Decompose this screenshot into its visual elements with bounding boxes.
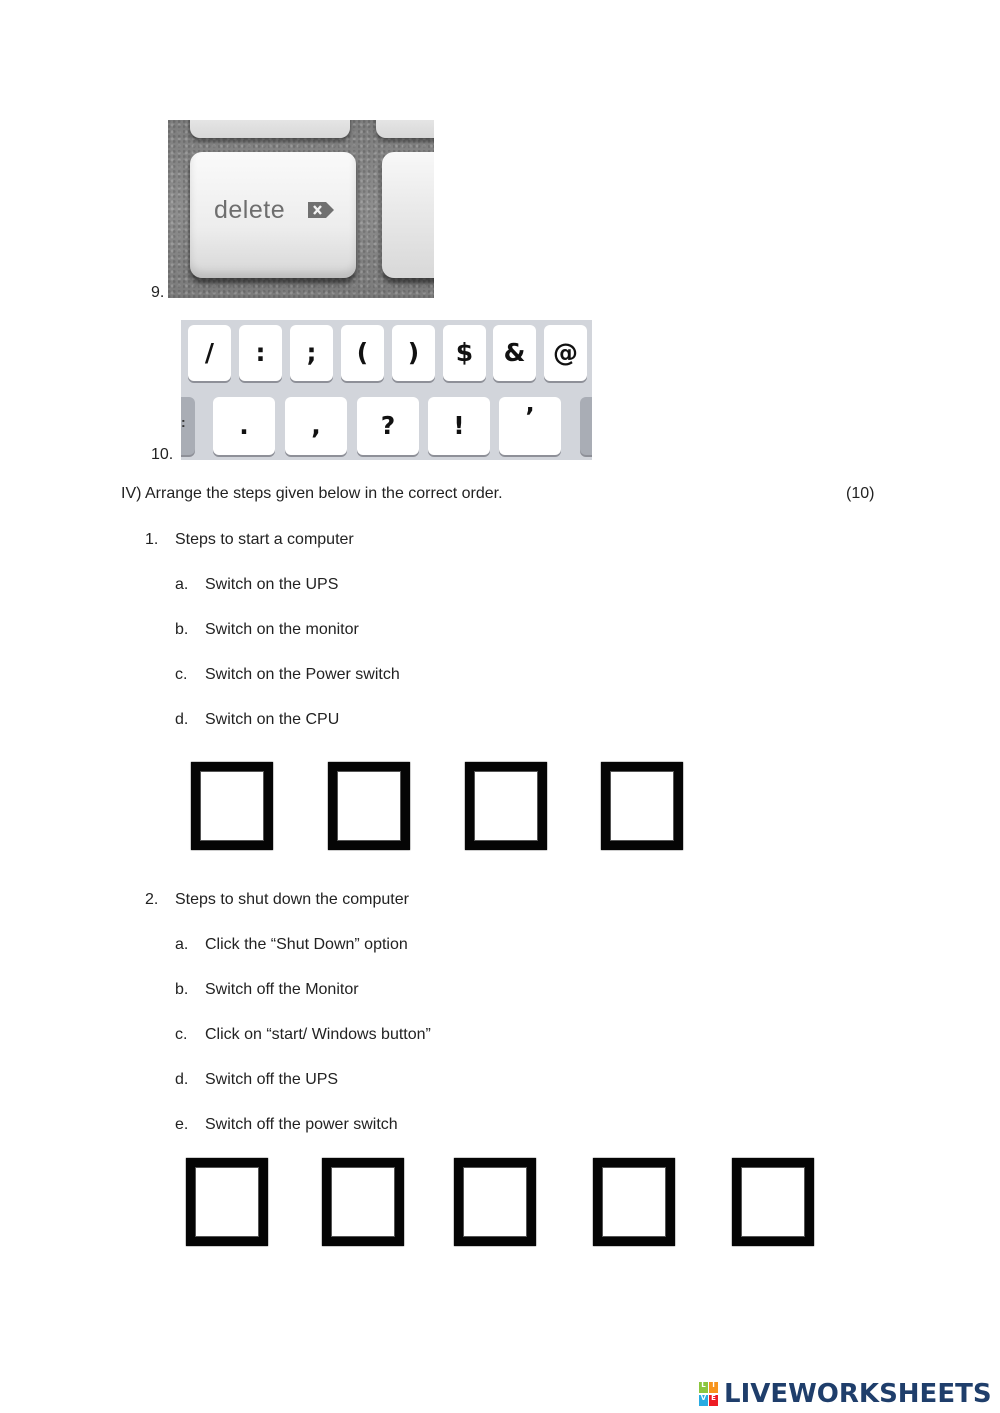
key-dollar: $	[443, 325, 486, 381]
task-2-option-letter: e.	[175, 1116, 189, 1133]
key-semicolon: ;	[290, 325, 333, 381]
delete-key-photo	[168, 120, 434, 298]
task-2-title: Steps to shut down the computer	[175, 891, 409, 908]
key-ampersand: &	[493, 325, 536, 381]
task-2-option-text: Click on “start/ Windows button”	[205, 1026, 431, 1043]
task-2-option-text: Switch off the Monitor	[205, 981, 359, 998]
task-1-option-text: Switch on the UPS	[205, 576, 339, 593]
item-number-9: 9.	[151, 284, 165, 301]
logo-letter-l: L	[699, 1382, 708, 1393]
symbol-keyboard-photo	[181, 320, 592, 460]
task-2-option-text: Click the “Shut Down” option	[205, 936, 408, 953]
keyboard-key-top	[190, 120, 350, 138]
key-slash: /	[188, 325, 231, 381]
key-exclamation: !	[428, 397, 490, 455]
logo-letter-v: V	[699, 1395, 708, 1406]
answer-box[interactable]	[186, 1158, 268, 1246]
keyboard-key-top	[376, 120, 434, 138]
task-1-number: 1.	[145, 531, 159, 548]
task-1-option-letter: b.	[175, 621, 189, 638]
task-1-option-text: Switch on the CPU	[205, 711, 340, 728]
delete-key	[190, 152, 356, 278]
task-1-option-text: Switch on the monitor	[205, 621, 359, 638]
section-heading: IV) Arrange the steps given below in the correct order.	[121, 485, 503, 502]
key-open-paren: (	[341, 325, 384, 381]
task-1-title: Steps to start a computer	[175, 531, 354, 548]
task-2-option-letter: a.	[175, 936, 189, 953]
key-comma: ,	[285, 397, 347, 455]
answer-box[interactable]	[601, 762, 683, 850]
key-question: ?	[357, 397, 419, 455]
key-delete-edge	[580, 397, 592, 455]
key-edge-char: :	[181, 414, 186, 430]
answer-box[interactable]	[322, 1158, 404, 1246]
task-1-option-letter: a.	[175, 576, 189, 593]
task-1-option-letter: c.	[175, 666, 188, 683]
answer-box[interactable]	[465, 762, 547, 850]
keyboard-key-right	[382, 152, 434, 278]
item-number-10: 10.	[151, 446, 174, 463]
key-apostrophe: ’	[499, 397, 561, 455]
task-2-option-letter: b.	[175, 981, 189, 998]
task-2-number: 2.	[145, 891, 159, 908]
task-1-option-text: Switch on the Power switch	[205, 666, 400, 683]
task-2-option-letter: d.	[175, 1071, 189, 1088]
task-2-option-text: Switch off the power switch	[205, 1116, 398, 1133]
task-1-option-letter: d.	[175, 711, 189, 728]
task-2-option-letter: c.	[175, 1026, 188, 1043]
key-at: @	[544, 325, 587, 381]
logo-letter-e: E	[709, 1395, 718, 1406]
answer-box[interactable]	[732, 1158, 814, 1246]
liveworksheets-logo: LIVEWORKSHEETS	[724, 1379, 992, 1409]
key-close-paren: )	[392, 325, 435, 381]
liveworksheets-logo-mark	[698, 1381, 720, 1409]
logo-letter-i: I	[709, 1382, 718, 1393]
backspace-icon	[306, 200, 336, 220]
key-period: .	[213, 397, 275, 455]
answer-box[interactable]	[191, 762, 273, 850]
answer-box[interactable]	[593, 1158, 675, 1246]
task-2-option-text: Switch off the UPS	[205, 1071, 339, 1088]
answer-box[interactable]	[328, 762, 410, 850]
answer-box[interactable]	[454, 1158, 536, 1246]
section-marks: (10)	[846, 485, 875, 502]
key-colon: :	[239, 325, 282, 381]
delete-key-label: delete	[214, 196, 286, 224]
